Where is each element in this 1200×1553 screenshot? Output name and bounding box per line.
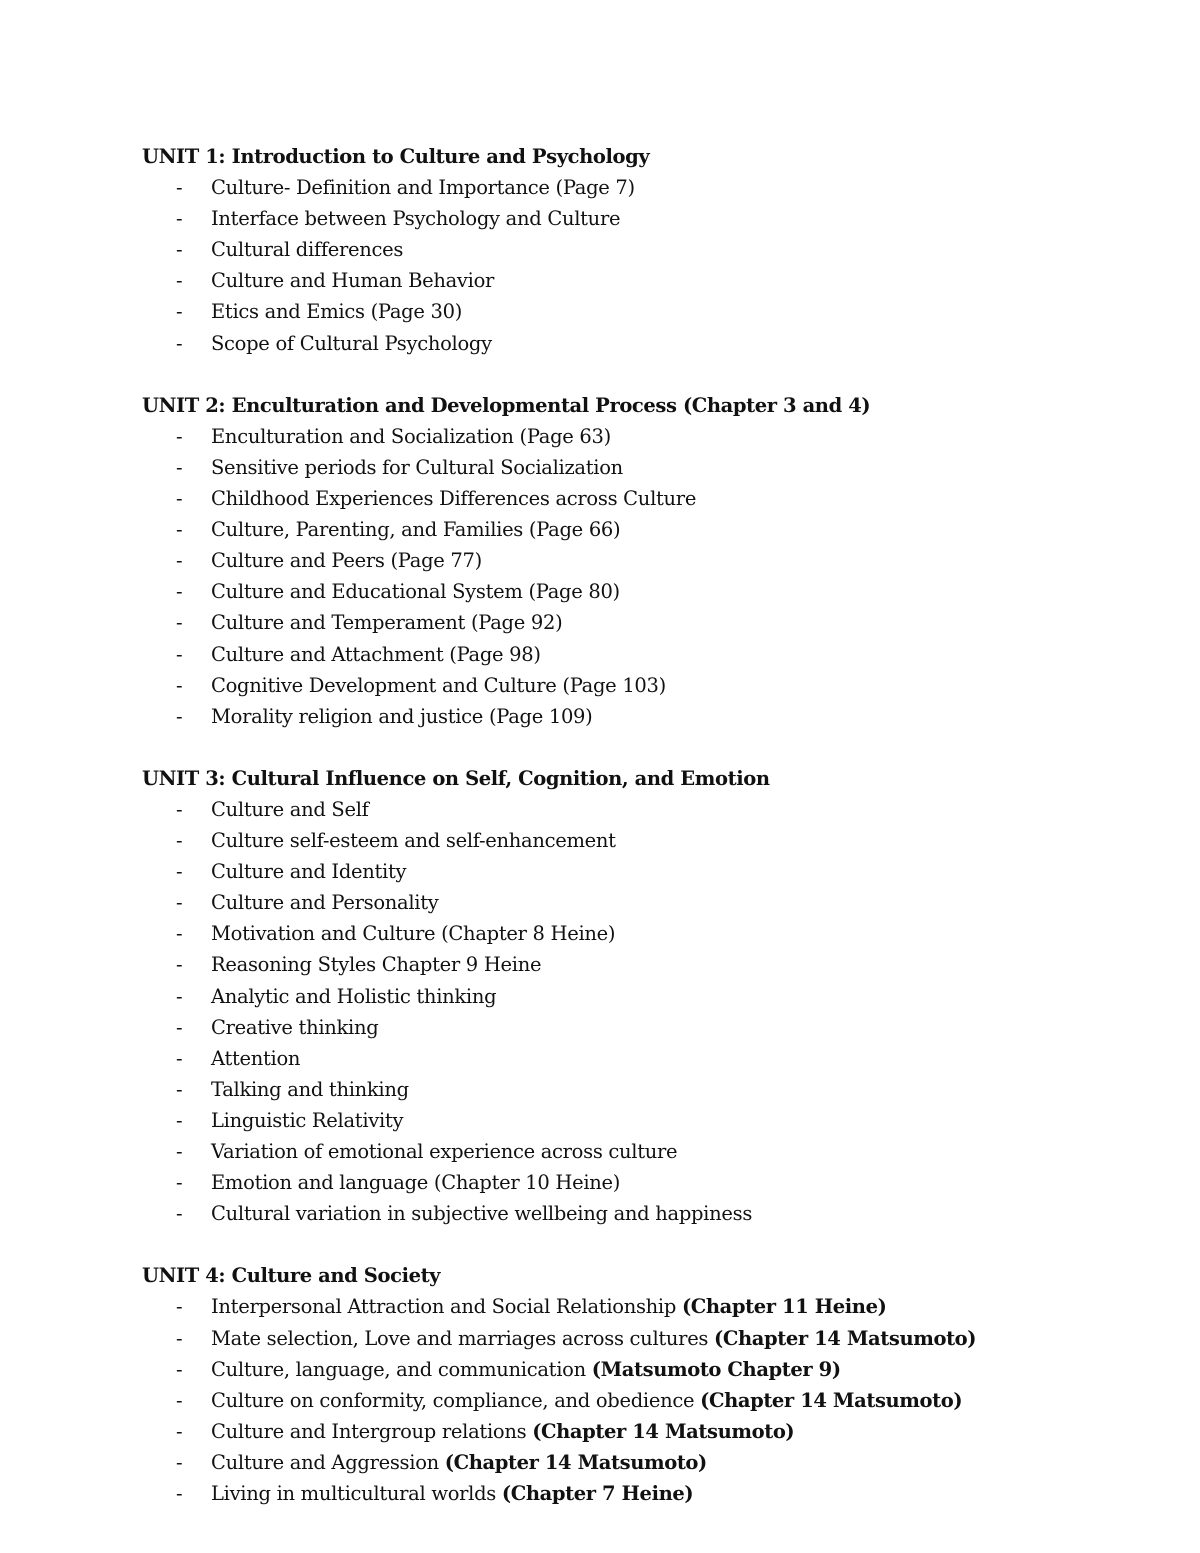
list-item-text: Culture and Attachment (Page 98) (211, 642, 541, 666)
list-item (142, 1291, 1142, 1322)
unit-heading: UNIT 2: Enculturation and Developmental Process (Chapter 3 and 4) (142, 393, 871, 417)
list-item (142, 1385, 1142, 1416)
list-item-text: Attention (211, 1046, 301, 1070)
dash-bullet: - (176, 487, 183, 511)
list-item-text: Motivation and Culture (Chapter 8 Heine) (211, 922, 616, 946)
list-item-text: Culture and Intergroup relations (211, 1419, 533, 1443)
list-item-text: Culture, language, and communication (211, 1357, 592, 1381)
unit-heading: UNIT 4: Culture and Society (142, 1264, 441, 1288)
dash-bullet: - (176, 1171, 183, 1195)
dash-bullet: - (176, 984, 183, 1008)
unit-heading: UNIT 1: Introduction to Culture and Psychology (142, 145, 650, 168)
list-item (142, 1478, 1142, 1509)
list-item-text: Culture and Self (211, 797, 369, 821)
list-item (142, 1323, 1142, 1354)
list-item (142, 328, 1142, 359)
chapter-reference: (Chapter 14 Matsumoto) (700, 1388, 963, 1412)
list-item (142, 1043, 1142, 1074)
dash-bullet: - (176, 642, 183, 666)
list-item-text: Talking and thinking (211, 1077, 409, 1101)
list-item-text: Variation of emotional experience across culture (211, 1140, 678, 1163)
list-item (142, 918, 1142, 949)
dash-bullet: - (176, 829, 183, 853)
list-item (142, 172, 1142, 203)
dash-bullet: - (176, 704, 183, 728)
dash-bullet: - (176, 797, 183, 821)
dash-bullet: - (176, 922, 183, 946)
list-item (142, 545, 1142, 576)
list-item (142, 1136, 1142, 1167)
list-item (142, 265, 1142, 296)
list-item-text: Culture and Temperament (Page 92) (211, 611, 563, 635)
list-item (142, 949, 1142, 980)
list-item (142, 607, 1142, 638)
list-item-text: Enculturation and Socialization (Page 63) (211, 424, 611, 448)
list-item-text: Mate selection, Love and marriages across cultures (211, 1326, 715, 1350)
list-item-text: Cognitive Development and Culture (Page 103) (211, 673, 666, 697)
section-spacer (142, 732, 1142, 763)
chapter-reference: (Chapter 14 Matsumoto) (444, 1450, 707, 1474)
list-item (142, 794, 1142, 825)
list-item-text: Culture and Identity (211, 860, 407, 884)
list-item (142, 296, 1142, 327)
list-item (142, 452, 1142, 483)
unit-heading: UNIT 3: Cultural Influence on Self, Cognition, and Emotion (142, 766, 770, 790)
list-item (142, 1447, 1142, 1478)
list-item-text: Reasoning Styles Chapter 9 Heine (211, 953, 542, 977)
list-item-text: Childhood Experiences Differences across Culture (211, 487, 697, 511)
dash-bullet: - (176, 1419, 183, 1443)
list-item-text: Etics and Emics (Page 30) (211, 300, 463, 324)
list-item-text: Scope of Cultural Psychology (211, 331, 492, 355)
dash-bullet: - (176, 331, 183, 355)
dash-bullet: - (176, 611, 183, 635)
syllabus-body (142, 141, 1142, 1509)
dash-bullet: - (176, 1388, 183, 1412)
list-item-text: Culture self-esteem and self-enhancement (211, 829, 616, 853)
list-item (142, 856, 1142, 887)
list-item (142, 701, 1142, 732)
list-item (142, 1416, 1142, 1447)
list-item-text: Culture and Aggression (211, 1450, 445, 1474)
dash-bullet: - (176, 1482, 183, 1506)
dash-bullet: - (176, 424, 183, 448)
list-item-text: Culture, Parenting, and Families (Page 66) (211, 518, 621, 542)
list-item-text: Culture and Human Behavior (211, 269, 495, 293)
list-item (142, 670, 1142, 701)
list-item-text: Sensitive periods for Cultural Socialization (211, 455, 623, 479)
dash-bullet: - (176, 1077, 183, 1101)
list-item-text: Morality religion and justice (Page 109) (211, 704, 593, 728)
list-item (142, 1012, 1142, 1043)
list-item (142, 234, 1142, 265)
list-item (142, 1354, 1142, 1385)
dash-bullet: - (176, 1326, 183, 1350)
dash-bullet: - (176, 1202, 183, 1226)
list-item-text: Culture and Peers (Page 77) (211, 549, 482, 573)
list-item (142, 825, 1142, 856)
chapter-reference: (Chapter 11 Heine) (681, 1295, 887, 1319)
dash-bullet: - (176, 1140, 183, 1163)
list-item-text: Culture and Educational System (Page 80) (211, 580, 620, 604)
list-item-text: Analytic and Holistic thinking (211, 984, 497, 1008)
list-item (142, 887, 1142, 918)
list-item (142, 514, 1142, 545)
chapter-reference: (Chapter 7 Heine) (501, 1482, 694, 1506)
dash-bullet: - (176, 891, 183, 915)
list-item-text: Creative thinking (211, 1015, 379, 1039)
dash-bullet: - (176, 1108, 183, 1132)
list-item-text: Linguistic Relativity (211, 1108, 404, 1132)
list-item-text: Cultural differences (211, 238, 404, 262)
list-item (142, 421, 1142, 452)
dash-bullet: - (176, 269, 183, 293)
section-spacer (142, 1229, 1142, 1260)
list-item (142, 1198, 1142, 1229)
list-item-text: Culture on conformity, compliance, and obedience (211, 1388, 701, 1412)
unit-section-1 (142, 141, 1142, 359)
list-item-text: Culture- Definition and Importance (Page 7) (211, 176, 635, 200)
dash-bullet: - (176, 580, 183, 604)
list-item-text: Cultural variation in subjective wellbeing and happiness (211, 1202, 753, 1226)
list-item (142, 483, 1142, 514)
list-item (142, 1105, 1142, 1136)
list-item (142, 981, 1142, 1012)
dash-bullet: - (176, 238, 183, 262)
dash-bullet: - (176, 673, 183, 697)
dash-bullet: - (176, 860, 183, 884)
list-item-text: Culture and Personality (211, 891, 439, 915)
chapter-reference: (Chapter 14 Matsumoto) (532, 1419, 795, 1443)
list-item (142, 576, 1142, 607)
dash-bullet: - (176, 176, 183, 200)
dash-bullet: - (176, 1295, 183, 1319)
list-item (142, 1074, 1142, 1105)
dash-bullet: - (176, 953, 183, 977)
chapter-reference: (Chapter 14 Matsumoto) (714, 1326, 977, 1350)
unit-section-3 (142, 763, 1142, 1229)
dash-bullet: - (176, 207, 183, 231)
list-item-text: Interface between Psychology and Culture (211, 207, 621, 231)
dash-bullet: - (176, 1357, 183, 1381)
dash-bullet: - (176, 300, 183, 324)
dash-bullet: - (176, 1450, 183, 1474)
dash-bullet: - (176, 1046, 183, 1070)
list-item-text: Living in multicultural worlds (211, 1482, 502, 1506)
dash-bullet: - (176, 1015, 183, 1039)
dash-bullet: - (176, 518, 183, 542)
unit-section-2 (142, 390, 1142, 732)
list-item (142, 203, 1142, 234)
list-item-text: Interpersonal Attraction and Social Relationship (211, 1295, 682, 1319)
list-item (142, 639, 1142, 670)
chapter-reference: (Matsumoto Chapter 9) (591, 1357, 841, 1381)
unit-section-4 (142, 1260, 1142, 1509)
section-spacer (142, 359, 1142, 390)
list-item (142, 1167, 1142, 1198)
list-item-text: Emotion and language (Chapter 10 Heine) (211, 1171, 621, 1195)
dash-bullet: - (176, 455, 183, 479)
dash-bullet: - (176, 549, 183, 573)
